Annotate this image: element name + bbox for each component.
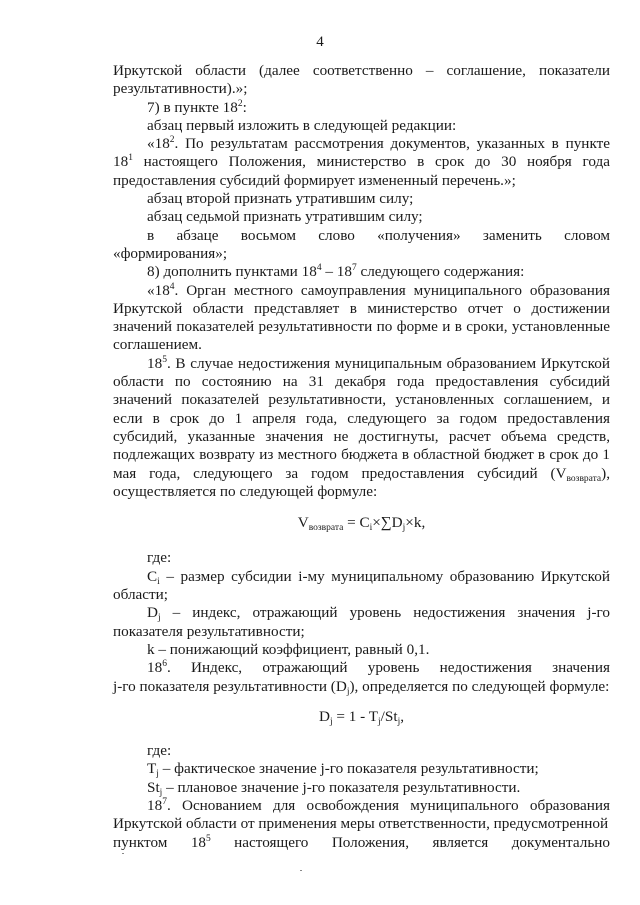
where-label-2: где: xyxy=(147,742,172,760)
formula-index: $D_j = 1 - T_j/St_j$, xyxy=(319,707,404,727)
paragraph-18-6-first-line: $18^6$. Индекс, отражающий уровень недостижения значения xyxy=(147,659,610,677)
item-7: 7) в пункте $18^2$: xyxy=(147,98,247,116)
paragraph-18-7: $18^7$. Основанием для освобождения муниципального образования Иркутской области от применения меры ответственности, предусмотренной xyxy=(113,796,610,833)
definition-dj: $D_j$ – индекс, отражающий уровень недостижения значения j-го показателя результативности; xyxy=(113,604,610,640)
quoted-paragraph-18-2: «$18^2$. По результатам рассмотрения документов, указанных в пункте $18^1$ настоящего Положения, министерство в срок до 30 ноября года предоставления субсидий формирует измененный перечень.»; xyxy=(113,135,610,189)
formula-refund-volume: $V_{возврата} = C_i\times\sum D_j\times k$, xyxy=(297,514,426,534)
paragraph-continuation: Иркутской области (далее соответственно – соглашение, показатели результативности).»; xyxy=(113,62,610,98)
definition-ci: $C_i$ – размер субсидии i-му муниципальному образованию Иркутской области; xyxy=(113,567,610,604)
amendment-paragraph-1: абзац первый изложить в следующей редакции: xyxy=(147,116,457,134)
amendment-paragraph-2: абзац второй признать утратившим силу; xyxy=(147,190,414,208)
amendment-paragraph-7: абзац седьмой признать утратившим силу; xyxy=(147,208,423,226)
paragraph-18-5: $18^5$. В случае недостижения муниципальным образованием Иркутской области по состоянию на 31 декабря года предоставления субсидий значений показателей результативности, установленных соглашением, и если в срок до 1 апреля года, следующего за годом предоставления субсидий, указанные значения не достигнуты, расчет объема средств, подлежащих возврату из местного бюджета в областной бюджет в срок до 1 мая года, следующего за годом предоставления субсидий $(V_{возврата})$, осуществляется по следующей формуле: xyxy=(113,354,610,500)
where-label-1: где: xyxy=(147,549,172,567)
definition-k: k – понижающий коэффициент, равный 0,1. xyxy=(147,640,430,658)
definition-tj: $T_j$ – фактическое значение j-го показателя результативности; xyxy=(147,760,539,780)
paragraph-18-4: «$18^4$. Орган местного самоуправления муниципального образования Иркутской области представляет в министерство отчет о достижении значений показателей результативности по форме и в сроки, установленные соглашением. xyxy=(113,281,610,354)
page-number: 4 xyxy=(316,34,324,50)
item-8: 8) дополнить пунктами $18^4 - 18^7$ следующего содержания: xyxy=(147,263,525,281)
amendment-paragraph-8-tail: «формирования»; xyxy=(113,244,228,262)
definition-stj: $St_j$ – плановое значение j-го показателя результативности. xyxy=(147,778,521,798)
paragraph-18-6-tail: j-го показателя результативности $(D_j)$, определяется по следующей формуле: xyxy=(113,677,610,697)
document-body xyxy=(113,62,610,852)
scan-speck xyxy=(300,870,302,871)
amendment-paragraph-8: в абзаце восьмом слово «получения» заменить словом xyxy=(147,226,610,244)
scan-speck xyxy=(122,853,124,854)
paragraph-18-7-last-line: пунктом $18^5$ настоящего Положения, является документально xyxy=(113,833,610,851)
